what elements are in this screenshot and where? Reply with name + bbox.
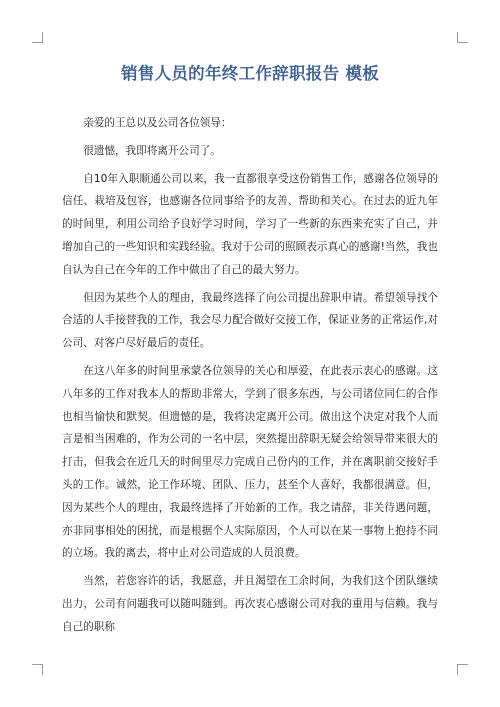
crop-mark-bottom-left [32,664,43,675]
crop-mark-top-right [457,32,468,43]
paragraph-4: 在这八年多的时间里承蒙各位领导的关心和厚爱，在此表示衷心的感谢。这八年多的工作对我本人的帮助非常大，学到了很多东西，与公司诸位同仁的合作也相当愉快和默契。但遗憾的是，我将决定离开公司。做出这个决定对我个人而言是相当困难的，作为公司的一名中层，突然提出辞职无疑会给领导带来很大的打击，但我会在近几天的时间里尽力完成自己份内的工作，并在离职前交接好手头的工作。诚然，论工作环境、团队、压力，甚至个人喜好，我都很满意。但，因为某些个人的理由，我最终选择了开始新的工作。我之请辞，非关待遇问题，亦非同事相处的困扰，而是根据个人实际原因，个人可以在某一事物上抱持不同的立场。我的离去，将中止对公司造成的人员浪费。 [62,364,438,560]
paragraph-5: 当然，若您容许的话，我愿意，并且渴望在工余时间，为我们这个团队继续出力，公司有问题我可以随叫随到。再次衷心感谢公司对我的重用与信赖。我与自己的职称 [62,575,438,633]
paragraph-2: 自10年入职顺通公司以来，我一直都很享受这份销售工作，感谢各位领导的信任、栽培及包容，也感谢各位同事给予的友善、帮助和关心。在过去的近九年的时间里，利用公司给予良好学习时间，学习了一些新的东西来充实了自己，并增加自己的一些知识和实践经验。我对于公司的照顾表示真心的感谢!当然，我也自认为自己在今年的工作中做出了自己的最大努力。 [62,172,438,276]
crop-mark-bottom-right [457,664,468,675]
salutation: 亲爱的王总以及公司各位领导： [83,117,232,129]
paragraph-3: 但因为某些个人的理由，我最终选择了向公司提出辞职申请。希望领导找个合适的人手接替我的工作，我会尽力配合做好交接工作，保证业务的正常运作,对公司、对客户尽好最后的责任。 [62,291,438,350]
paragraph-1: 很遗憾，我即将离开公司了。 [83,144,221,157]
document-title: 销售人员的年终工作辞职报告 模板 [120,64,380,83]
crop-mark-top-left [32,32,43,43]
document-body [62,112,438,633]
